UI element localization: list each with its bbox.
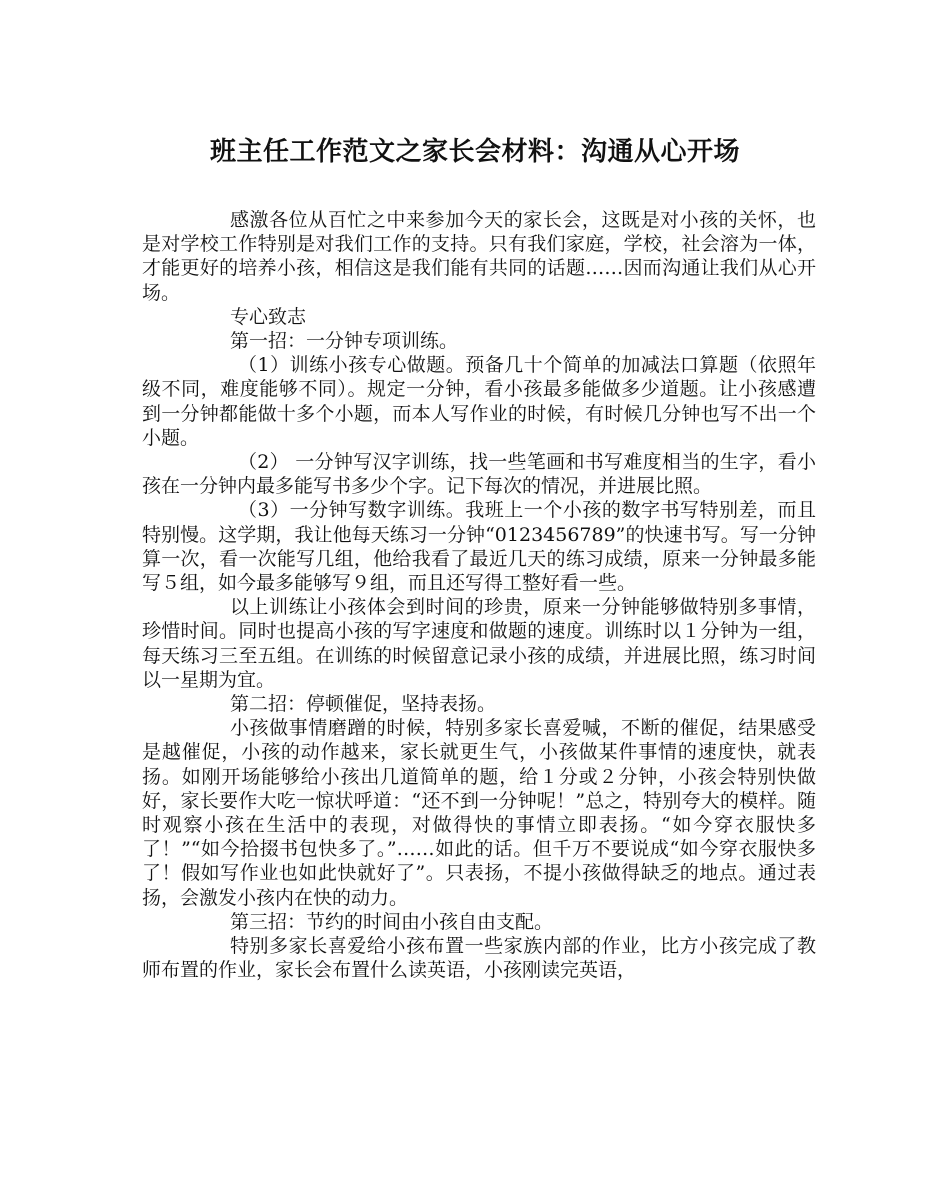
document-body — [142, 208, 816, 983]
paragraph: 特别多家长喜爱给小孩布置一些家族内部的作业，比方小孩完成了教师布置的作业，家长会布置什么读英语，小孩刚读完英语， — [142, 935, 816, 982]
section-heading: 专心致志 — [230, 305, 307, 328]
paragraph: 以上训练让小孩体会到时间的珍贵，原来一分钟能够做特别多事情，珍惜时间。同时也提高小孩的写字速度和做题的速度。训练时以１分钟为一组，每天练习三至五组。在训练的时候留意记录小孩的成绩，并进展比照，练习时间以一星期为宜。 — [142, 596, 816, 691]
section-heading: 第一招：一分钟专项训练。 — [230, 330, 459, 353]
paragraph: （3）一分钟写数字训练。我班上一个小孩的数字书写特别差，而且特别慢。这学期，我让他每天练习一分钟“0123456789”的快速书写。写一分钟算一次，看一次能写几组，他给我看了最近几天的练习成绩，原来一分钟最多能写５组，如今最多能够写９组，而且还写得工整好看一些。 — [142, 499, 816, 595]
section-heading: 第三招：节约的时间由小孩自由支配。 — [230, 910, 554, 933]
paragraph: 感激各位从百忙之中来参加今天的家长会，这既是对小孩的关怀，也是对学校工作特别是对我们工作的支持。只有我们家庭，学校，社会溶为一体，才能更好的培养小孩，相信这是我们能有共同的话题……因而沟通让我们从心开场。 — [142, 209, 816, 304]
paragraph: （1）训练小孩专心做题。预备几十个简单的加减法口算题（依照年级不同，难度能够不同）。规定一分钟，看小孩最多能做多少道题。让小孩感遭到一分钟都能做十多个小题，而本人写作业的时候，有时候几分钟也写不出一个小题。 — [142, 354, 816, 449]
document-title: 班主任工作范文之家长会材料：沟通从心开场 — [209, 137, 740, 167]
paragraph: 小孩做事情磨蹭的时候，特别多家长喜爱喊，不断的催促，结果感受是越催促，小孩的动作越来，家长就更生气，小孩做某件事情的速度快，就表扬。如刚开场能够给小孩出几道简单的题，给１分或２分钟，小孩会特别快做好，家长要作大吃一惊状呼道：“还不到一分钟呢！”总之，特别夸大的模样。随时观察小孩在生活中的表现，对做得快的事情立即表扬。“如今穿衣服快多了！”“如今拾掇书包快多了。”……如此的话。但千万不要说成“如今穿衣服快多了！假如写作业也如此快就好了”。只表扬，不提小孩做得缺乏的地点。通过表扬，会激发小孩内在快的动力。 — [142, 717, 816, 909]
paragraph: （2） 一分钟写汉字训练，找一些笔画和书写难度相当的生字，看小孩在一分钟内最多能写书多少个字。记下每次的情况，并进展比照。 — [142, 451, 816, 498]
section-heading: 第二招：停顿催促，坚持表扬。 — [230, 693, 497, 716]
